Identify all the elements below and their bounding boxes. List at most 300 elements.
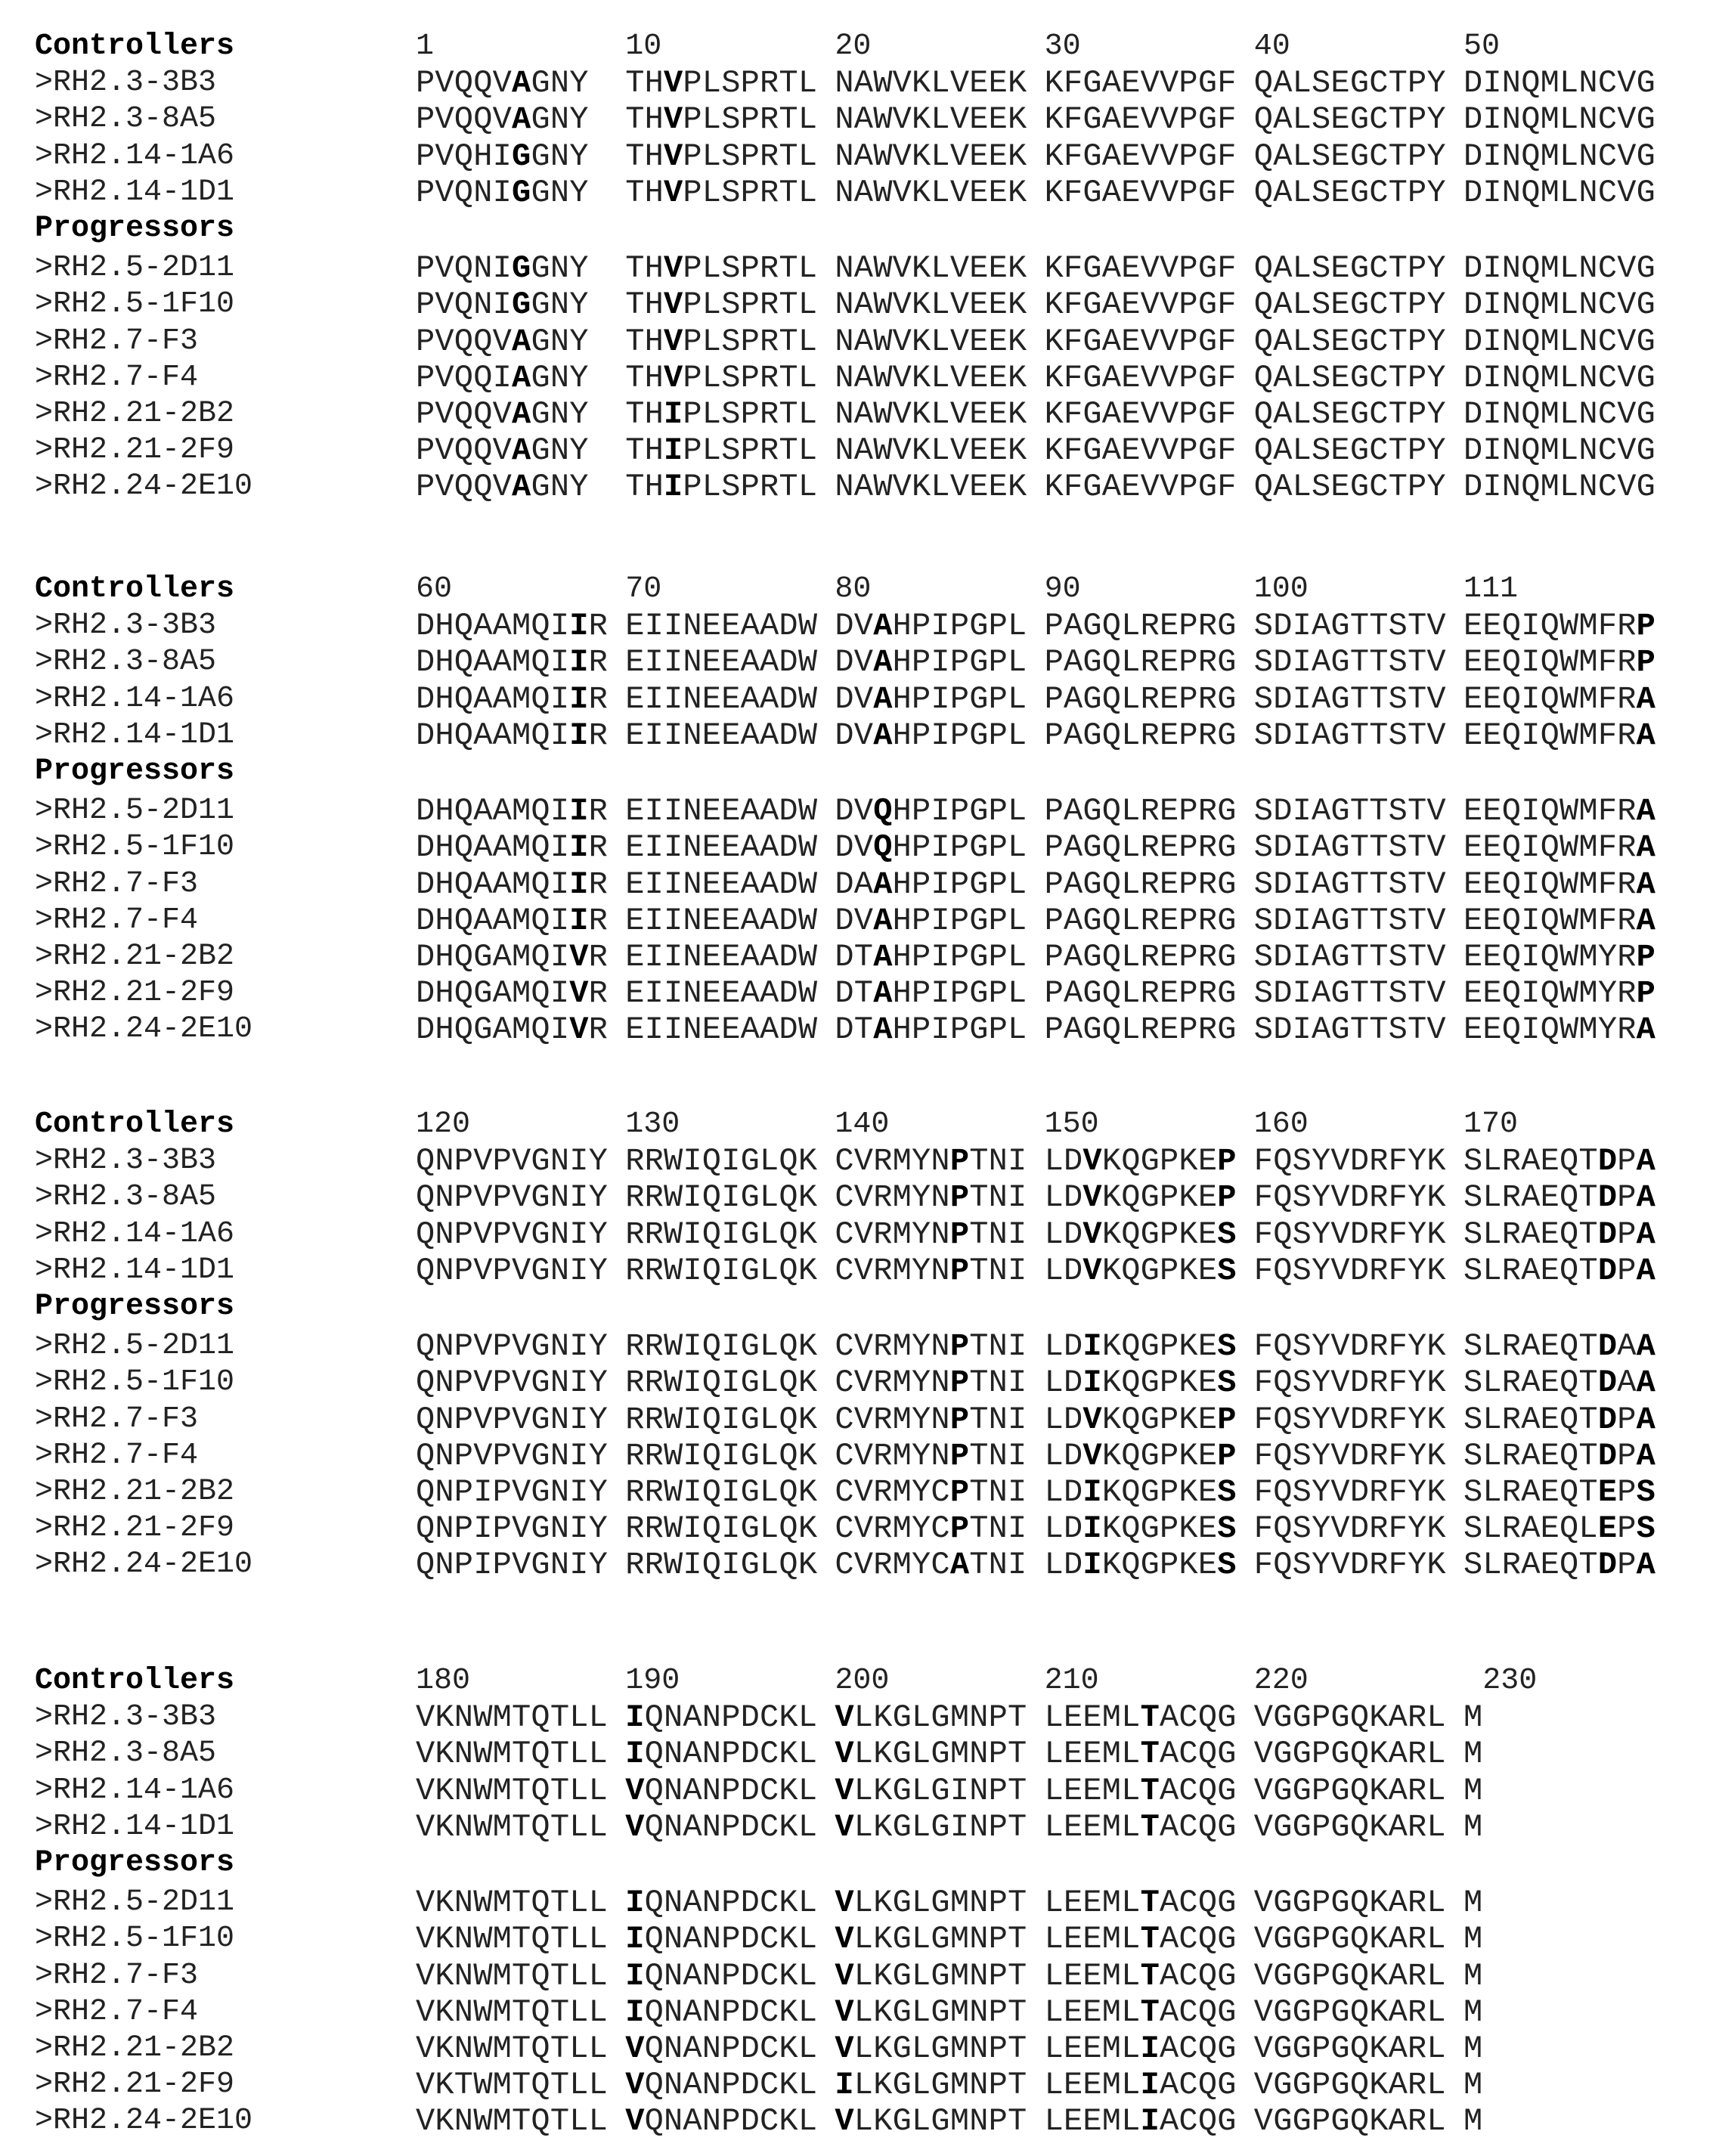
sequence-id: >RH2.5-1F10	[35, 830, 235, 865]
residue-segment: DVAHPIPGPL	[835, 902, 1027, 939]
highlighted-residue: V	[664, 174, 683, 211]
residue-segment: THVPLSPRTL	[625, 65, 818, 102]
residue-segment: CVRMYNPTNI	[835, 1179, 1027, 1216]
sequence-id: >RH2.14-1D1	[35, 1809, 235, 1844]
highlighted-residue: A	[873, 975, 893, 1012]
highlighted-residue: V	[625, 2031, 645, 2067]
residue-segment: CVRMYNPTNI	[835, 1216, 1027, 1253]
sequence-id: >RH2.7-F3	[35, 1958, 199, 1993]
sequence-id: >RH2.21-2F9	[35, 1511, 235, 1546]
highlighted-residue: A	[873, 644, 893, 681]
residue-segment: IQNANPDCKL	[625, 1921, 818, 1958]
highlighted-residue: V	[835, 1885, 854, 1922]
residue-segment: LEEMLTACQG	[1044, 1808, 1237, 1845]
residue-segment: QALSEGCTPY	[1253, 138, 1446, 175]
highlighted-residue: A	[1636, 1547, 1656, 1584]
position-tick: 40	[1253, 29, 1290, 64]
position-tick: 140	[835, 1107, 890, 1142]
highlighted-residue: I	[1083, 1365, 1102, 1402]
residue-segment: KFGAEVVPGF	[1044, 250, 1237, 287]
sequence-id: >RH2.14-1A6	[35, 1773, 235, 1808]
highlighted-residue: S	[1217, 1474, 1237, 1510]
residue-segment: DVAHPIPGPL	[835, 680, 1027, 717]
residue-segment: IQNANPDCKL	[625, 1957, 818, 1994]
highlighted-residue: V	[664, 287, 683, 324]
residue-segment: LDVKQGPKEP	[1044, 1143, 1237, 1180]
residue-segment: EEQIQWMFRP	[1463, 644, 1656, 681]
residue-segment: LEEMLTACQG	[1044, 1736, 1237, 1773]
residue-segment: RRWIQIGLQK	[625, 1401, 818, 1438]
residue-segment: DINQMLNCVG	[1463, 396, 1656, 432]
residue-segment: KFGAEVVPGF	[1044, 432, 1237, 469]
highlighted-residue: I	[569, 644, 589, 681]
residue-segment: VLKGLGMNPT	[835, 2031, 1027, 2067]
residue-segment: SDIAGTTSTV	[1253, 644, 1446, 681]
residue-segment: VKNWMTQTLL	[416, 1921, 609, 1958]
residue-segment: EEQIQWMFRA	[1463, 793, 1656, 830]
highlighted-residue: I	[625, 1993, 645, 2031]
group-label-progressors: Progressors	[35, 212, 235, 246]
highlighted-residue: T	[1140, 1772, 1160, 1809]
residue-segment: VLKGLGINPT	[835, 1772, 1027, 1809]
residue-segment: EEQIQWMFRA	[1463, 902, 1656, 939]
residue-segment: IQNANPDCKL	[625, 1699, 818, 1736]
group-label-progressors: Progressors	[35, 1846, 235, 1880]
highlighted-residue: V	[625, 2103, 645, 2140]
highlighted-residue: I	[664, 396, 683, 432]
highlighted-residue: T	[1140, 1736, 1160, 1773]
highlighted-residue: A	[873, 866, 893, 903]
residue-segment: IQNANPDCKL	[625, 1885, 818, 1922]
sequence-id: >RH2.14-1D1	[35, 1253, 235, 1287]
residue-segment: DVAHPIPGPL	[835, 717, 1027, 754]
highlighted-residue: V	[1083, 1252, 1102, 1289]
highlighted-residue: P	[949, 1328, 970, 1365]
residue-segment: PVQQIAGNY	[416, 359, 589, 396]
highlighted-residue: A	[512, 469, 531, 506]
residue-segment: VKNWMTQTLL	[416, 1885, 609, 1922]
highlighted-residue: I	[625, 1885, 645, 1922]
highlighted-residue: V	[625, 1808, 645, 1845]
sequence-id: >RH2.3-3B3	[35, 66, 217, 101]
residue-segment: EIINEEAADW	[625, 644, 818, 681]
highlighted-residue: V	[835, 1993, 854, 2031]
highlighted-residue: A	[1636, 1252, 1656, 1289]
residue-segment: EEQIQWMYRA	[1463, 1011, 1656, 1049]
highlighted-residue: D	[1597, 1179, 1618, 1216]
highlighted-residue: D	[1597, 1252, 1618, 1289]
residue-segment: DTAHPIPGPL	[835, 1011, 1027, 1049]
residue-segment: SDIAGTTSTV	[1253, 793, 1446, 830]
group-label-progressors: Progressors	[35, 754, 235, 788]
highlighted-residue: V	[835, 1957, 854, 1994]
residue-segment: THVPLSPRTL	[625, 250, 818, 287]
residue-segment: NAWVKLVEEK	[835, 65, 1027, 102]
highlighted-residue: D	[1597, 1401, 1618, 1438]
residue-segment: PAGQLREPRG	[1044, 902, 1237, 939]
residue-segment: DINQMLNCVG	[1463, 138, 1656, 175]
highlighted-residue: A	[1636, 680, 1656, 717]
highlighted-residue: S	[1636, 1510, 1656, 1547]
highlighted-residue: V	[835, 1736, 854, 1773]
highlighted-residue: I	[835, 2067, 854, 2104]
residue-segment: QNPVPVGNIY	[416, 1143, 609, 1180]
residue-segment: THVPLSPRTL	[625, 287, 818, 324]
highlighted-residue: A	[873, 680, 893, 717]
residue-segment: LDVKQGPKES	[1044, 1216, 1237, 1253]
residue-segment: NAWVKLVEEK	[835, 396, 1027, 432]
residue-segment: FQSYVDRFYK	[1253, 1510, 1446, 1547]
highlighted-residue: A	[1636, 1328, 1656, 1365]
position-tick: 1	[416, 29, 435, 64]
highlighted-residue: I	[625, 1957, 645, 1994]
residue-segment: EEQIQWMFRA	[1463, 717, 1656, 754]
residue-segment: EIINEEAADW	[625, 793, 818, 830]
highlighted-residue: V	[664, 250, 683, 287]
residue-segment: NAWVKLVEEK	[835, 432, 1027, 469]
residue-segment: QNPVPVGNIY	[416, 1328, 609, 1365]
residue-segment: PAGQLREPRG	[1044, 793, 1237, 830]
residue-segment: VQNANPDCKL	[625, 2103, 818, 2140]
residue-segment: QNPVPVGNIY	[416, 1437, 609, 1474]
residue-segment: VKNWMTQTLL	[416, 1699, 609, 1736]
residue-segment: VLKGLGMNPT	[835, 1885, 1027, 1922]
sequence-id: >RH2.5-1F10	[35, 287, 235, 322]
residue-segment: VLKGLGMNPT	[835, 1957, 1027, 1994]
residue-segment: QALSEGCTPY	[1253, 65, 1446, 102]
sequence-id: >RH2.14-1D1	[35, 717, 235, 752]
highlighted-residue: A	[512, 432, 531, 469]
highlighted-residue: D	[1597, 1365, 1618, 1402]
residue-segment: QNPVPVGNIY	[416, 1365, 609, 1402]
highlighted-residue: T	[1140, 1993, 1160, 2031]
sequence-id: >RH2.14-1A6	[35, 138, 235, 173]
residue-segment: LDIKQGPKES	[1044, 1365, 1237, 1402]
highlighted-residue: G	[512, 250, 531, 287]
residue-segment: DVAHPIPGPL	[835, 644, 1027, 681]
highlighted-residue: D	[1597, 1547, 1618, 1584]
highlighted-residue: A	[512, 101, 531, 138]
highlighted-residue: D	[1597, 1328, 1618, 1365]
position-tick: 20	[835, 29, 872, 64]
residue-segment: VLKGLGMNPT	[835, 1921, 1027, 1958]
residue-segment: VKNWMTQTLL	[416, 1736, 609, 1773]
highlighted-residue: A	[1636, 1011, 1656, 1049]
residue-segment: DTAHPIPGPL	[835, 939, 1027, 975]
position-tick: 60	[416, 572, 453, 606]
highlighted-residue: T	[1140, 1808, 1160, 1845]
residue-segment: CVRMYCPTNI	[835, 1510, 1027, 1547]
highlighted-residue: A	[873, 939, 893, 975]
residue-segment: PVQQVAGNY	[416, 323, 589, 360]
residue-segment: PVQNIGGNY	[416, 287, 589, 324]
residue-segment: LEEMLTACQG	[1044, 1699, 1237, 1736]
residue-segment: QALSEGCTPY	[1253, 359, 1446, 396]
residue-segment: VQNANPDCKL	[625, 1808, 818, 1845]
residue-segment: EEQIQWMYRP	[1463, 975, 1656, 1012]
residue-segment: RRWIQIGLQK	[625, 1216, 818, 1253]
residue-segment: DHQGAMQIVR	[416, 1011, 609, 1049]
position-tick: 220	[1253, 1664, 1309, 1698]
highlighted-residue: S	[1217, 1252, 1237, 1289]
highlighted-residue: D	[1597, 1216, 1618, 1253]
residue-segment: VQNANPDCKL	[625, 1772, 818, 1809]
residue-segment: LDIKQGPKES	[1044, 1474, 1237, 1510]
residue-segment: VKNWMTQTLL	[416, 2031, 609, 2067]
residue-segment: PVQQVAGNY	[416, 101, 589, 138]
residue-segment: SDIAGTTSTV	[1253, 608, 1446, 645]
residue-segment: DINQMLNCVG	[1463, 65, 1656, 102]
highlighted-residue: V	[835, 1699, 854, 1736]
residue-segment: CVRMYNPTNI	[835, 1328, 1027, 1365]
residue-segment: PVQQVAGNY	[416, 469, 589, 506]
residue-segment: LEEMLTACQG	[1044, 1993, 1237, 2031]
highlighted-residue: I	[569, 829, 589, 866]
highlighted-residue: D	[1597, 1143, 1618, 1180]
residue-segment: THIPLSPRTL	[625, 396, 818, 432]
residue-segment: QNPVPVGNIY	[416, 1216, 609, 1253]
residue-segment: PVQQVAGNY	[416, 432, 589, 469]
residue-segment: NAWVKLVEEK	[835, 250, 1027, 287]
highlighted-residue: P	[1636, 939, 1656, 975]
residue-segment: QALSEGCTPY	[1253, 250, 1446, 287]
residue-segment: FQSYVDRFYK	[1253, 1474, 1446, 1510]
residue-segment: DVAHPIPGPL	[835, 608, 1027, 645]
position-tick: 120	[416, 1107, 471, 1142]
residue-segment: SLRAEQTDAA	[1463, 1328, 1656, 1365]
highlighted-residue: A	[873, 717, 893, 754]
residue-segment: EIINEEAADW	[625, 939, 818, 975]
highlighted-residue: A	[873, 1011, 893, 1049]
residue-segment: DINQMLNCVG	[1463, 432, 1656, 469]
highlighted-residue: P	[949, 1143, 970, 1180]
residue-segment: DHQAAMQIIR	[416, 866, 609, 903]
highlighted-residue: P	[949, 1216, 970, 1253]
residue-segment: QALSEGCTPY	[1253, 323, 1446, 360]
residue-segment: CVRMYNPTNI	[835, 1252, 1027, 1289]
sequence-id: >RH2.14-1A6	[35, 681, 235, 716]
group-label-controllers: Controllers	[35, 29, 235, 64]
residue-segment: KFGAEVVPGF	[1044, 287, 1237, 324]
residue-segment: M	[1463, 1957, 1483, 1994]
residue-segment: PAGQLREPRG	[1044, 1011, 1237, 1049]
residue-segment: VGGPGQKARL	[1253, 2067, 1446, 2104]
residue-segment: SDIAGTTSTV	[1253, 829, 1446, 866]
sequence-id: >RH2.21-2B2	[35, 1475, 235, 1509]
highlighted-residue: A	[1636, 1179, 1656, 1216]
highlighted-residue: P	[949, 1252, 970, 1289]
residue-segment: QALSEGCTPY	[1253, 174, 1446, 211]
highlighted-residue: I	[1083, 1510, 1102, 1547]
highlighted-residue: V	[664, 65, 683, 102]
highlighted-residue: A	[949, 1547, 970, 1584]
highlighted-residue: P	[1636, 608, 1656, 645]
residue-segment: KFGAEVVPGF	[1044, 396, 1237, 432]
position-tick: 90	[1044, 572, 1081, 606]
residue-segment: VGGPGQKARL	[1253, 1993, 1446, 2031]
residue-segment: SDIAGTTSTV	[1253, 902, 1446, 939]
residue-segment: RRWIQIGLQK	[625, 1510, 818, 1547]
residue-segment: EIINEEAADW	[625, 829, 818, 866]
highlighted-residue: I	[1140, 2103, 1160, 2140]
highlighted-residue: I	[625, 1921, 645, 1958]
residue-segment: FQSYVDRFYK	[1253, 1365, 1446, 1402]
residue-segment: RRWIQIGLQK	[625, 1474, 818, 1510]
residue-segment: CVRMYCPTNI	[835, 1474, 1027, 1510]
highlighted-residue: P	[949, 1365, 970, 1402]
residue-segment: LEEMLIACQG	[1044, 2031, 1237, 2067]
residue-segment: M	[1463, 1699, 1483, 1736]
residue-segment: NAWVKLVEEK	[835, 323, 1027, 360]
residue-segment: VKNWMTQTLL	[416, 2103, 609, 2140]
position-tick: 100	[1253, 572, 1309, 606]
residue-segment: DVQHPIPGPL	[835, 793, 1027, 830]
residue-segment: SLRAEQTDPA	[1463, 1179, 1656, 1216]
highlighted-residue: T	[1140, 1957, 1160, 1994]
sequence-id: >RH2.3-8A5	[35, 1180, 217, 1215]
sequence-id: >RH2.21-2B2	[35, 2031, 235, 2065]
residue-segment: VLKGLGMNPT	[835, 1993, 1027, 2031]
residue-segment: THVPLSPRTL	[625, 359, 818, 396]
highlighted-residue: V	[835, 1772, 854, 1809]
residue-segment: DINQMLNCVG	[1463, 174, 1656, 211]
highlighted-residue: A	[1636, 1143, 1656, 1180]
highlighted-residue: A	[1636, 1401, 1656, 1438]
residue-segment: RRWIQIGLQK	[625, 1547, 818, 1584]
highlighted-residue: P	[1636, 975, 1656, 1012]
residue-segment: SDIAGTTSTV	[1253, 1011, 1446, 1049]
residue-segment: PAGQLREPRG	[1044, 717, 1237, 754]
highlighted-residue: A	[1636, 793, 1656, 830]
residue-segment: M	[1463, 1736, 1483, 1773]
residue-segment: PAGQLREPRG	[1044, 975, 1237, 1012]
residue-segment: LDVKQGPKEP	[1044, 1401, 1237, 1438]
sequence-id: >RH2.3-3B3	[35, 1144, 217, 1179]
residue-segment: QALSEGCTPY	[1253, 101, 1446, 138]
highlighted-residue: E	[1597, 1474, 1618, 1510]
sequence-id: >RH2.7-F3	[35, 324, 199, 358]
highlighted-residue: P	[949, 1179, 970, 1216]
residue-segment: VGGPGQKARL	[1253, 1921, 1446, 1958]
residue-segment: VGGPGQKARL	[1253, 2031, 1446, 2067]
residue-segment: EIINEEAADW	[625, 608, 818, 645]
sequence-id: >RH2.24-2E10	[35, 1012, 253, 1047]
highlighted-residue: T	[1140, 1921, 1160, 1958]
highlighted-residue: V	[664, 323, 683, 360]
residue-segment: EEQIQWMFRA	[1463, 680, 1656, 717]
highlighted-residue: I	[569, 680, 589, 717]
highlighted-residue: V	[569, 975, 589, 1012]
residue-segment: FQSYVDRFYK	[1253, 1216, 1446, 1253]
residue-segment: SLRAEQTDPA	[1463, 1401, 1656, 1438]
highlighted-residue: P	[949, 1474, 970, 1510]
residue-segment: SLRAEQTDAA	[1463, 1365, 1656, 1402]
residue-segment: KFGAEVVPGF	[1044, 138, 1237, 175]
residue-segment: PVQNIGGNY	[416, 174, 589, 211]
highlighted-residue: V	[1083, 1437, 1102, 1474]
position-tick: 160	[1253, 1107, 1309, 1142]
sequence-id: >RH2.5-2D11	[35, 794, 235, 829]
highlighted-residue: V	[1083, 1143, 1102, 1180]
highlighted-residue: P	[1217, 1401, 1237, 1438]
residue-segment: NAWVKLVEEK	[835, 138, 1027, 175]
position-tick: 200	[835, 1664, 890, 1698]
residue-segment: KFGAEVVPGF	[1044, 65, 1237, 102]
residue-segment: M	[1463, 1885, 1483, 1922]
residue-segment: KFGAEVVPGF	[1044, 101, 1237, 138]
sequence-id: >RH2.21-2B2	[35, 940, 235, 974]
highlighted-residue: E	[1597, 1510, 1618, 1547]
highlighted-residue: I	[625, 1699, 645, 1736]
residue-segment: QNPVPVGNIY	[416, 1401, 609, 1438]
residue-segment: DINQMLNCVG	[1463, 469, 1656, 506]
position-tick: 50	[1463, 29, 1501, 64]
highlighted-residue: P	[1217, 1437, 1237, 1474]
highlighted-residue: I	[1140, 2031, 1160, 2067]
residue-segment: DHQAAMQIIR	[416, 902, 609, 939]
position-tick: 170	[1463, 1107, 1519, 1142]
residue-segment: DHQAAMQIIR	[416, 608, 609, 645]
position-tick: 230	[1482, 1664, 1538, 1698]
residue-segment: RRWIQIGLQK	[625, 1365, 818, 1402]
residue-segment: VLKGLGINPT	[835, 1808, 1027, 1845]
group-label-controllers: Controllers	[35, 1664, 235, 1698]
highlighted-residue: V	[625, 1772, 645, 1809]
residue-segment: THVPLSPRTL	[625, 101, 818, 138]
residue-segment: QNPIPVGNIY	[416, 1474, 609, 1510]
residue-segment: SLRAEQTDPA	[1463, 1143, 1656, 1180]
residue-segment: PAGQLREPRG	[1044, 608, 1237, 645]
highlighted-residue: A	[1636, 1216, 1656, 1253]
residue-segment: EIINEEAADW	[625, 717, 818, 754]
highlighted-residue: A	[873, 902, 893, 939]
highlighted-residue: T	[1140, 1699, 1160, 1736]
residue-segment: RRWIQIGLQK	[625, 1252, 818, 1289]
residue-segment: EEQIQWMFRA	[1463, 829, 1656, 866]
residue-segment: NAWVKLVEEK	[835, 101, 1027, 138]
highlighted-residue: S	[1636, 1474, 1656, 1510]
residue-segment: THIPLSPRTL	[625, 432, 818, 469]
residue-segment: VGGPGQKARL	[1253, 2103, 1446, 2140]
highlighted-residue: S	[1217, 1547, 1237, 1584]
residue-segment: PVQNIGGNY	[416, 250, 589, 287]
highlighted-residue: V	[1083, 1401, 1102, 1438]
residue-segment: SLRAEQTEPS	[1463, 1474, 1656, 1510]
group-label-progressors: Progressors	[35, 1290, 235, 1324]
highlighted-residue: V	[625, 2067, 645, 2104]
sequence-id: >RH2.7-F4	[35, 1438, 199, 1473]
residue-segment: NAWVKLVEEK	[835, 469, 1027, 506]
residue-segment: VKTWMTQTLL	[416, 2067, 609, 2104]
residue-segment: LDIKQGPKES	[1044, 1510, 1237, 1547]
highlighted-residue: P	[949, 1510, 970, 1547]
residue-segment: VLKGLGMNPT	[835, 1699, 1027, 1736]
position-tick: 150	[1044, 1107, 1099, 1142]
sequence-id: >RH2.21-2B2	[35, 397, 235, 431]
position-tick: 10	[625, 29, 662, 64]
residue-segment: NAWVKLVEEK	[835, 174, 1027, 211]
group-label-controllers: Controllers	[35, 1107, 235, 1142]
highlighted-residue: V	[835, 2103, 854, 2140]
residue-segment: PVQQVAGNY	[416, 396, 589, 432]
residue-segment: DHQGAMQIVR	[416, 975, 609, 1012]
sequence-id: >RH2.7-F3	[35, 1402, 199, 1436]
residue-segment: QNPIPVGNIY	[416, 1510, 609, 1547]
highlighted-residue: I	[569, 902, 589, 939]
highlighted-residue: I	[1083, 1547, 1102, 1584]
residue-segment: M	[1463, 1808, 1483, 1845]
highlighted-residue: A	[512, 323, 531, 360]
